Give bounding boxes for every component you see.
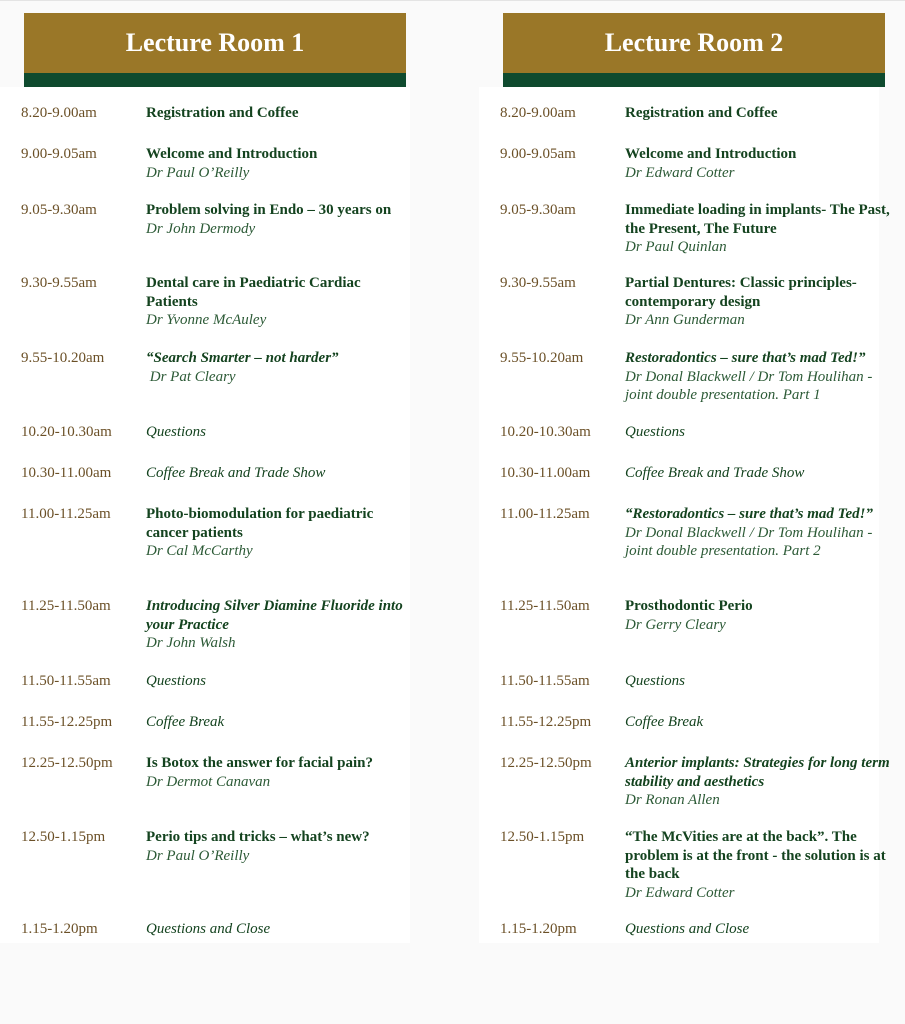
session-title: Dental care in Paediatric Cardiac Patients bbox=[146, 275, 361, 310]
session-note: Coffee Break and Trade Show bbox=[146, 465, 326, 481]
session-detail bbox=[625, 597, 893, 634]
session-time: 11.55-12.25pm bbox=[500, 714, 592, 730]
session-detail bbox=[625, 423, 893, 442]
room-2-header: Lecture Room 2 bbox=[503, 13, 885, 73]
session-detail bbox=[146, 713, 416, 732]
session-title: Registration and Coffee bbox=[146, 105, 299, 121]
session-detail bbox=[625, 349, 893, 405]
session-detail bbox=[625, 920, 893, 939]
session-detail bbox=[146, 104, 416, 123]
session-time: 12.25-12.50pm bbox=[21, 755, 113, 771]
session-detail bbox=[146, 145, 416, 182]
session-note: Questions bbox=[146, 673, 206, 689]
session-time: 12.50-1.15pm bbox=[500, 829, 585, 845]
session-speaker: Dr Cal McCarthy bbox=[146, 543, 253, 560]
session-speaker: Dr Dermot Canavan bbox=[146, 773, 271, 790]
session-time: 8.20-9.00am bbox=[500, 105, 576, 121]
session-time: 1.15-1.20pm bbox=[21, 921, 98, 937]
session-time: 9.05-9.30am bbox=[500, 202, 576, 218]
session-detail bbox=[625, 274, 893, 330]
session-detail bbox=[625, 505, 893, 561]
session-title: Problem solving in Endo – 30 years on bbox=[146, 202, 392, 218]
session-time: 11.50-11.55am bbox=[500, 673, 590, 689]
room-2-column bbox=[500, 13, 890, 937]
session-time: 9.55-10.20am bbox=[500, 350, 584, 366]
room-1-header: Lecture Room 1 bbox=[24, 13, 406, 73]
session-title: Restoradontics – sure that’s mad Ted!” bbox=[625, 350, 866, 366]
session-detail bbox=[625, 201, 893, 257]
session-speaker: Dr John Dermody bbox=[146, 220, 256, 237]
session-speaker: Dr Donal Blackwell / Dr Tom Houlihan - joint double presentation. Part 2 bbox=[625, 524, 877, 560]
session-speaker: Dr Pat Cleary bbox=[146, 368, 236, 385]
session-time: 9.00-9.05am bbox=[21, 146, 97, 162]
session-time: 9.55-10.20am bbox=[21, 350, 105, 366]
session-detail bbox=[146, 920, 416, 939]
session-speaker: Dr John Walsh bbox=[146, 635, 236, 652]
session-speaker: Dr Paul O’Reilly bbox=[146, 847, 250, 864]
session-time: 9.00-9.05am bbox=[500, 146, 576, 162]
session-note: Coffee Break and Trade Show bbox=[625, 465, 805, 481]
session-speaker: Dr Paul O’Reilly bbox=[146, 164, 250, 181]
session-title: Partial Dentures: Classic principles- contemporary design bbox=[625, 275, 857, 310]
session-title: Welcome and Introduction bbox=[625, 146, 797, 162]
session-note: Questions and Close bbox=[625, 921, 750, 937]
session-time: 10.20-10.30am bbox=[21, 424, 112, 440]
session-title: Welcome and Introduction bbox=[146, 146, 318, 162]
session-time: 12.25-12.50pm bbox=[500, 755, 592, 771]
session-detail bbox=[625, 145, 893, 182]
session-title: “Search Smarter – not harder” bbox=[146, 350, 339, 366]
session-time: 11.55-12.25pm bbox=[21, 714, 113, 730]
session-speaker: Dr Ann Gunderman bbox=[625, 312, 745, 329]
session-detail bbox=[146, 828, 416, 865]
header-divider-bar bbox=[503, 73, 885, 87]
session-detail bbox=[625, 713, 893, 732]
session-title: “Restoradontics – sure that’s mad Ted!” bbox=[625, 506, 873, 522]
session-speaker: Dr Gerry Cleary bbox=[625, 616, 726, 633]
session-note: Coffee Break bbox=[146, 714, 225, 730]
session-speaker: Dr Ronan Allen bbox=[625, 792, 720, 809]
session-detail bbox=[625, 672, 893, 691]
header-divider-bar bbox=[24, 73, 406, 87]
session-detail bbox=[146, 672, 416, 691]
session-note: Questions bbox=[146, 424, 206, 440]
session-title: “The McVities are at the back”. The problem is at the front - the solution is at the back bbox=[625, 829, 886, 883]
session-note: Questions and Close bbox=[146, 921, 271, 937]
session-detail bbox=[146, 597, 416, 653]
session-detail bbox=[146, 464, 416, 483]
session-title: Immediate loading in implants- The Past, the Present, The Future bbox=[625, 202, 890, 237]
session-title: Photo-biomodulation for paediatric cancer patients bbox=[146, 506, 374, 541]
session-time: 11.00-11.25am bbox=[500, 506, 590, 522]
session-title: Prosthodontic Perio bbox=[625, 598, 753, 614]
session-title: Anterior implants: Strategies for long term stability and aesthetics bbox=[625, 755, 890, 790]
session-note: Questions bbox=[625, 424, 685, 440]
session-title: Registration and Coffee bbox=[625, 105, 778, 121]
session-time: 11.25-11.50am bbox=[500, 598, 590, 614]
session-time: 11.50-11.55am bbox=[21, 673, 111, 689]
session-detail bbox=[146, 201, 416, 238]
session-detail bbox=[625, 828, 893, 902]
session-detail bbox=[625, 464, 893, 483]
session-title: Is Botox the answer for facial pain? bbox=[146, 755, 373, 771]
session-time: 9.30-9.55am bbox=[21, 275, 97, 291]
session-speaker: Dr Edward Cotter bbox=[625, 164, 735, 181]
session-detail bbox=[625, 754, 893, 810]
session-detail bbox=[146, 349, 416, 386]
session-detail bbox=[146, 423, 416, 442]
session-title: Introducing Silver Diamine Fluoride into your Practice bbox=[146, 598, 403, 633]
session-note: Questions bbox=[625, 673, 685, 689]
session-speaker: Dr Donal Blackwell / Dr Tom Houlihan - joint double presentation. Part 1 bbox=[625, 368, 877, 404]
session-time: 10.30-11.00am bbox=[500, 465, 591, 481]
session-time: 1.15-1.20pm bbox=[500, 921, 577, 937]
session-time: 8.20-9.00am bbox=[21, 105, 97, 121]
session-speaker: Dr Paul Quinlan bbox=[625, 239, 727, 256]
session-time: 9.05-9.30am bbox=[21, 202, 97, 218]
session-speaker: Dr Edward Cotter bbox=[625, 884, 735, 901]
session-time: 10.30-11.00am bbox=[21, 465, 112, 481]
session-speaker: Dr Yvonne McAuley bbox=[146, 312, 267, 329]
session-time: 9.30-9.55am bbox=[500, 275, 576, 291]
session-time: 11.25-11.50am bbox=[21, 598, 111, 614]
session-detail bbox=[625, 104, 893, 123]
session-title: Perio tips and tricks – what’s new? bbox=[146, 829, 370, 845]
session-detail bbox=[146, 274, 416, 330]
session-time: 10.20-10.30am bbox=[500, 424, 591, 440]
session-time: 11.00-11.25am bbox=[21, 506, 111, 522]
session-detail bbox=[146, 754, 416, 791]
session-note: Coffee Break bbox=[625, 714, 704, 730]
session-time: 12.50-1.15pm bbox=[21, 829, 106, 845]
room-1-column bbox=[21, 13, 406, 937]
session-detail bbox=[146, 505, 416, 561]
